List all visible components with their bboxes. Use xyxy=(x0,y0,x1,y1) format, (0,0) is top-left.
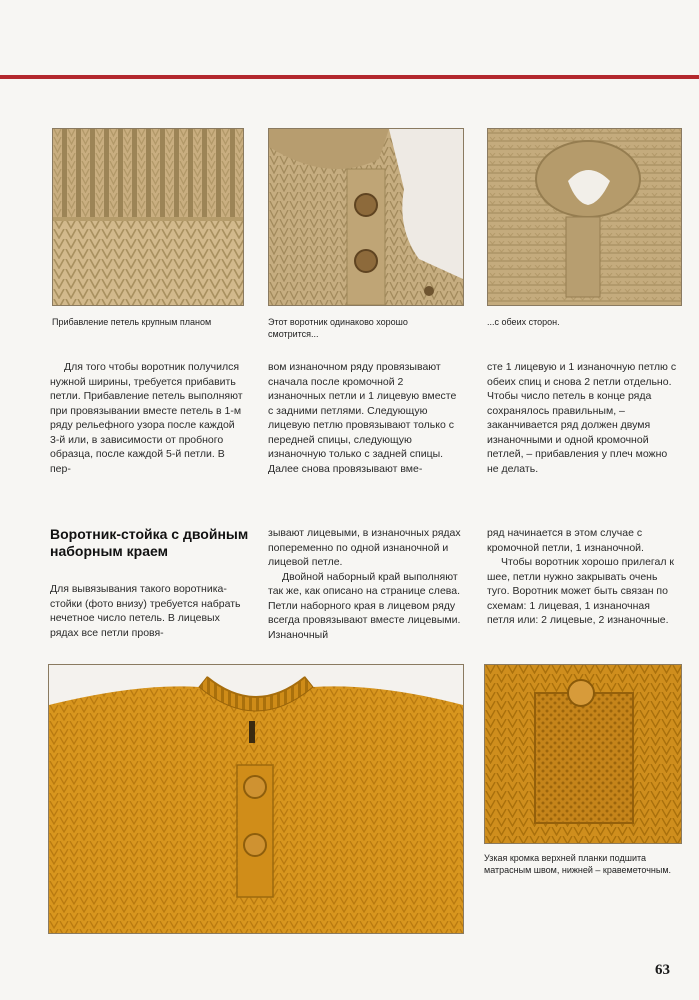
paragraph: Чтобы воротник хорошо прилегал к шее, петли нужно закрывать очень туго. Воротник может быть связан по схемам: 1 лицевая, 1 изнаночная петля или: 2 лицевые, 2 изнаночные. xyxy=(487,556,675,626)
section1-col2 xyxy=(268,360,463,476)
photo2-caption: Этот воротник одинаково хорошо смотрится... xyxy=(268,317,408,339)
paragraph: сте 1 лицевую и 1 изнаночную петлю с обеих спиц и снова 2 петли отдельно. Чтобы число петель в конце ряда сохранялось правильным, – заканчивается ряд должен двумя изнаночными и одной кромочной петлей, – прибавления у плеч можно не делать. xyxy=(487,361,677,475)
photo-rib-increase xyxy=(52,128,244,306)
photo-placket-closeup xyxy=(484,664,682,844)
paragraph: вом изнаночном ряду провязывают сначала после кромочной 2 изнаночных петли и 1 лицевую вместе с задними петлями. Следующую лицевую петлю провязывают только с передней спицы, следующую изнаночную только с задней спицы. Далее снова провязывают вме- xyxy=(268,361,457,475)
section-heading: Воротник-стойка с двойным наборным краем xyxy=(50,526,249,559)
page-number: 63 xyxy=(655,962,670,978)
photo1-caption: Прибавление петель крупным планом xyxy=(52,317,212,327)
section1-col1 xyxy=(50,360,245,476)
section1-col3 xyxy=(487,360,677,476)
photo-collar-reverse xyxy=(487,128,682,306)
paragraph: ряд начинается в этом случае с кромочной петли, 1 изнаночной. xyxy=(487,527,644,554)
section2-col3 xyxy=(487,526,677,628)
paragraph: зывают лицевыми, в изнаночных рядах попеременно по одной изнаночной и лицевой петле. xyxy=(268,527,461,568)
photo3-caption: ...с обеих сторон. xyxy=(487,317,560,327)
section2-col1 xyxy=(50,582,245,640)
paragraph: Двойной наборный край выполняют так же, как описано на странице слева. Петли наборного края в лицевом ряду всегда провязывают вместе лицевыми. Изнаночный xyxy=(268,570,461,641)
paragraph: Для того чтобы воротник получился нужной ширины, требуется прибавить петли. Прибавление петель выполняют при провязывании вместе петель в 1-м ряду рельефного узора после каждой 3-й или, в зависимости от пробного образца, после каждой 5-й петли. В пер- xyxy=(50,361,243,475)
photo-collar-buttons xyxy=(268,128,464,306)
header-rule xyxy=(0,75,699,79)
paragraph: Для вывязывания такого воротника-стойки (фото внизу) требуется набрать нечетное число петель. В лицевых рядах все петли провя- xyxy=(50,583,241,639)
photo-sweater-front xyxy=(48,664,464,934)
section2-col2 xyxy=(268,526,463,642)
photo5-caption: Узкая кромка верхней планки подшита матрасным швом, нижней – кравеметочным. xyxy=(484,853,672,875)
